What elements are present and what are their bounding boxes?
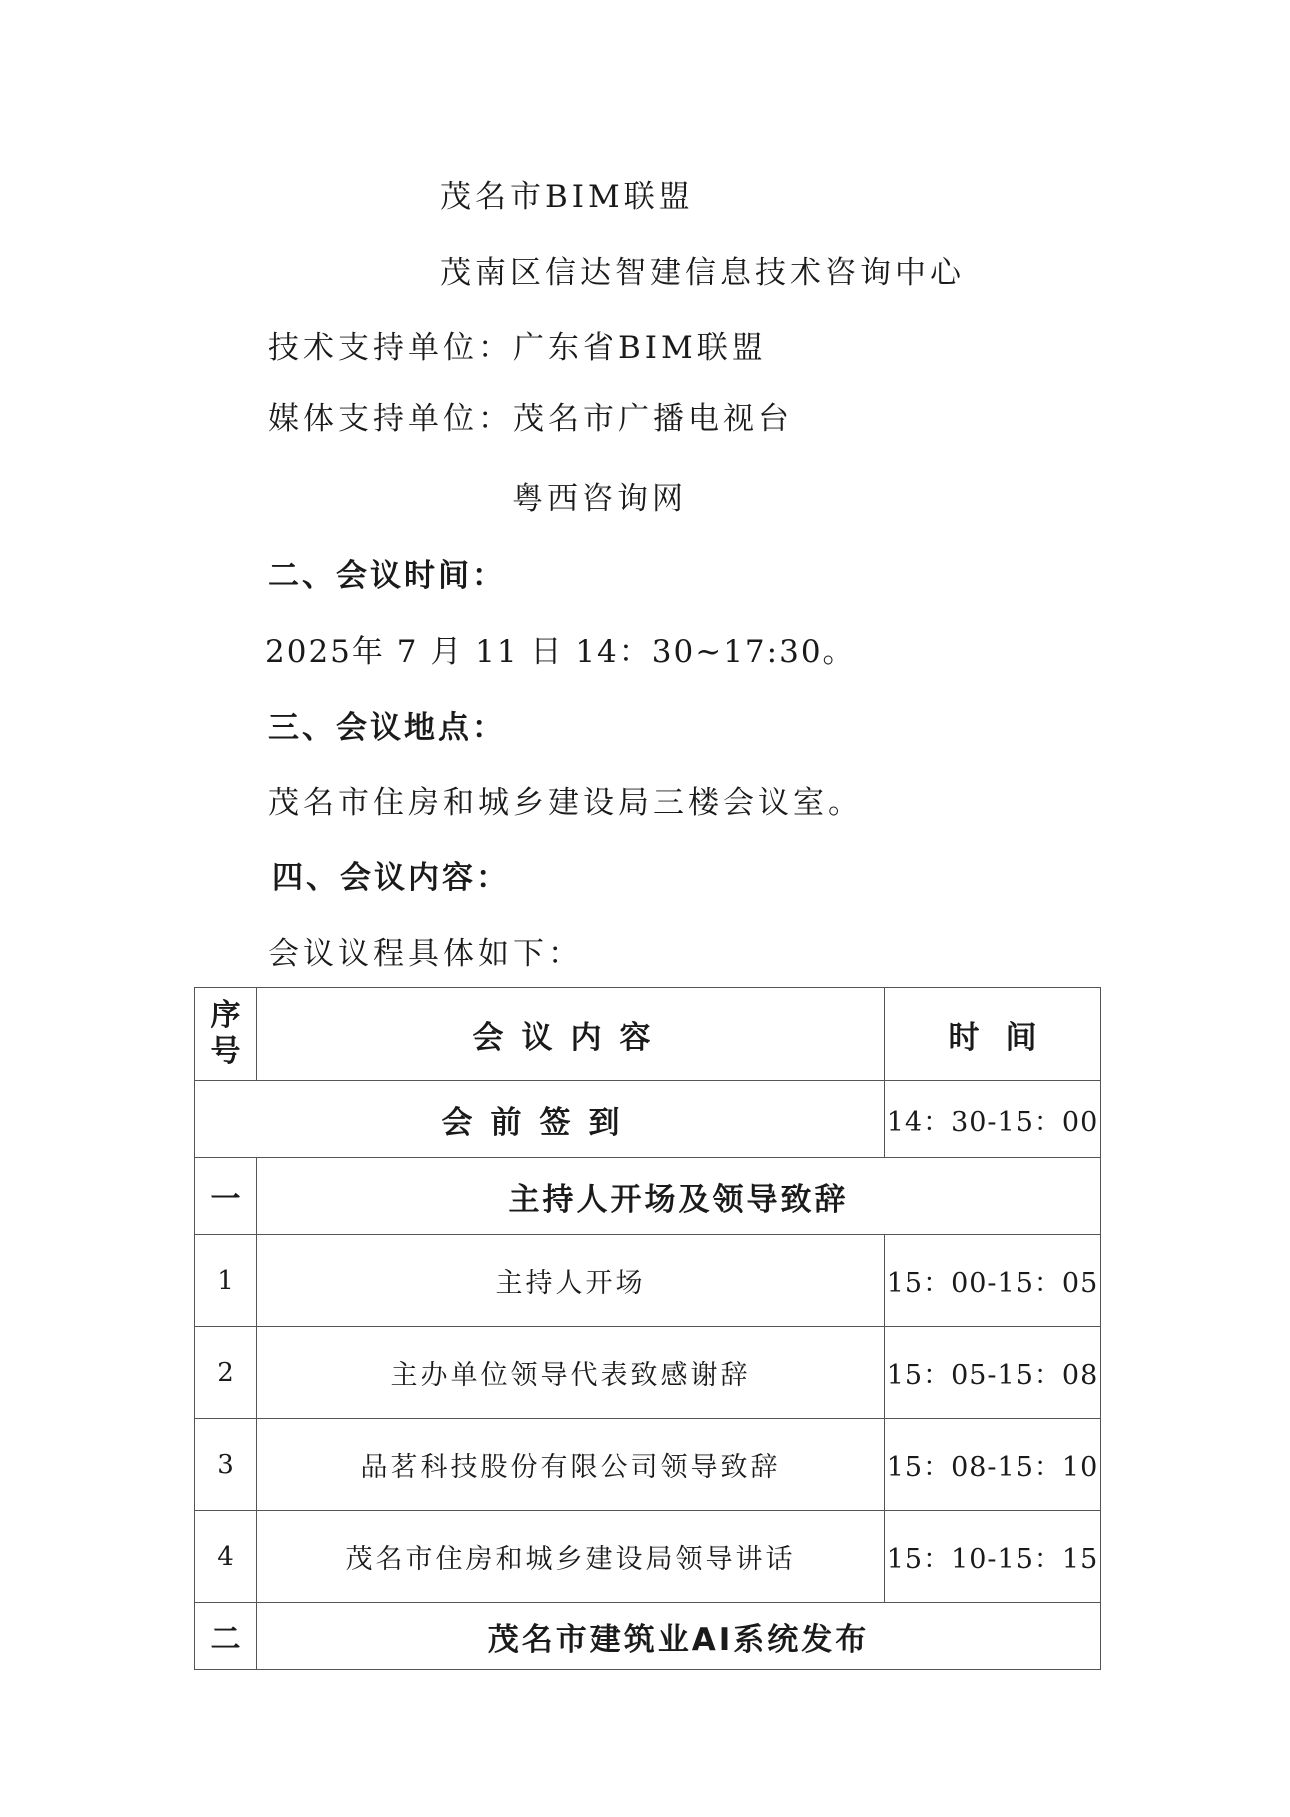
item-4-text: 茂名市住房和城乡建设局领导讲话 [257, 1511, 885, 1603]
header-seq: 序号 [210, 998, 241, 1069]
section-row-1 [195, 1158, 1101, 1235]
section-1-num: 一 [210, 1182, 241, 1217]
media-support-line: 媒体支持单位：茂名市广播电视台 [268, 401, 793, 437]
checkin-label-cell [195, 1081, 885, 1158]
technical-support-line: 技术支持单位：广东省BIM联盟 [268, 330, 767, 366]
header-content-cell [257, 988, 885, 1081]
section-1-num-cell [195, 1158, 257, 1235]
item-2-time: 15：05-15：08 [885, 1327, 1101, 1419]
organizer-line-1: 茂名市BIM联盟 [440, 179, 694, 215]
section-2-num: 二 [210, 1622, 241, 1657]
section-1-title-cell [257, 1158, 1101, 1235]
item-3-num: 3 [195, 1419, 257, 1511]
item-4-time: 15：10-15：15 [885, 1511, 1101, 1603]
section-2-num-cell [195, 1603, 257, 1670]
agenda-table [194, 987, 1101, 1670]
meeting-content-heading: 四、会议内容： [272, 860, 510, 896]
section-row-2 [195, 1603, 1101, 1670]
table-header-row [195, 988, 1101, 1081]
agenda-intro: 会议议程具体如下： [268, 936, 583, 972]
header-seq-cell [195, 988, 257, 1081]
item-1-text: 主持人开场 [257, 1235, 885, 1327]
checkin-time: 14：30-15：00 [885, 1081, 1101, 1158]
item-4-num: 4 [195, 1511, 257, 1603]
header-content: 会议内容 [472, 1019, 669, 1056]
item-1-time: 15：00-15：05 [885, 1235, 1101, 1327]
header-time-cell [885, 988, 1101, 1081]
item-2-text: 主办单位领导代表致感谢辞 [257, 1327, 885, 1419]
section-2-title-cell [257, 1603, 1101, 1670]
meeting-time-heading: 二、会议时间： [268, 558, 506, 594]
item-2-num: 2 [195, 1327, 257, 1419]
meeting-time-value: 2025年 7 月 11 日 14：30~17:30。 [265, 634, 856, 670]
meeting-place-heading: 三、会议地点： [268, 710, 506, 746]
item-3-time: 15：08-15：10 [885, 1419, 1101, 1511]
media-support-extra-line: 粤西咨询网 [512, 481, 687, 517]
checkin-row [195, 1081, 1101, 1158]
item-3-text: 品茗科技股份有限公司领导致辞 [257, 1419, 885, 1511]
meeting-place-value: 茂名市住房和城乡建设局三楼会议室。 [268, 785, 863, 821]
item-1-num: 1 [195, 1235, 257, 1327]
table-row [195, 1511, 1101, 1603]
section-2-title: 茂名市建筑业AI系统发布 [487, 1621, 870, 1658]
table-row [195, 1419, 1101, 1511]
header-time: 时间 [948, 1019, 1063, 1056]
table-row [195, 1327, 1101, 1419]
checkin-label: 会前签到 [441, 1104, 638, 1141]
section-1-title: 主持人开场及领导致辞 [508, 1181, 849, 1218]
organizer-line-2: 茂南区信达智建信息技术咨询中心 [440, 255, 965, 291]
table-row [195, 1235, 1101, 1327]
